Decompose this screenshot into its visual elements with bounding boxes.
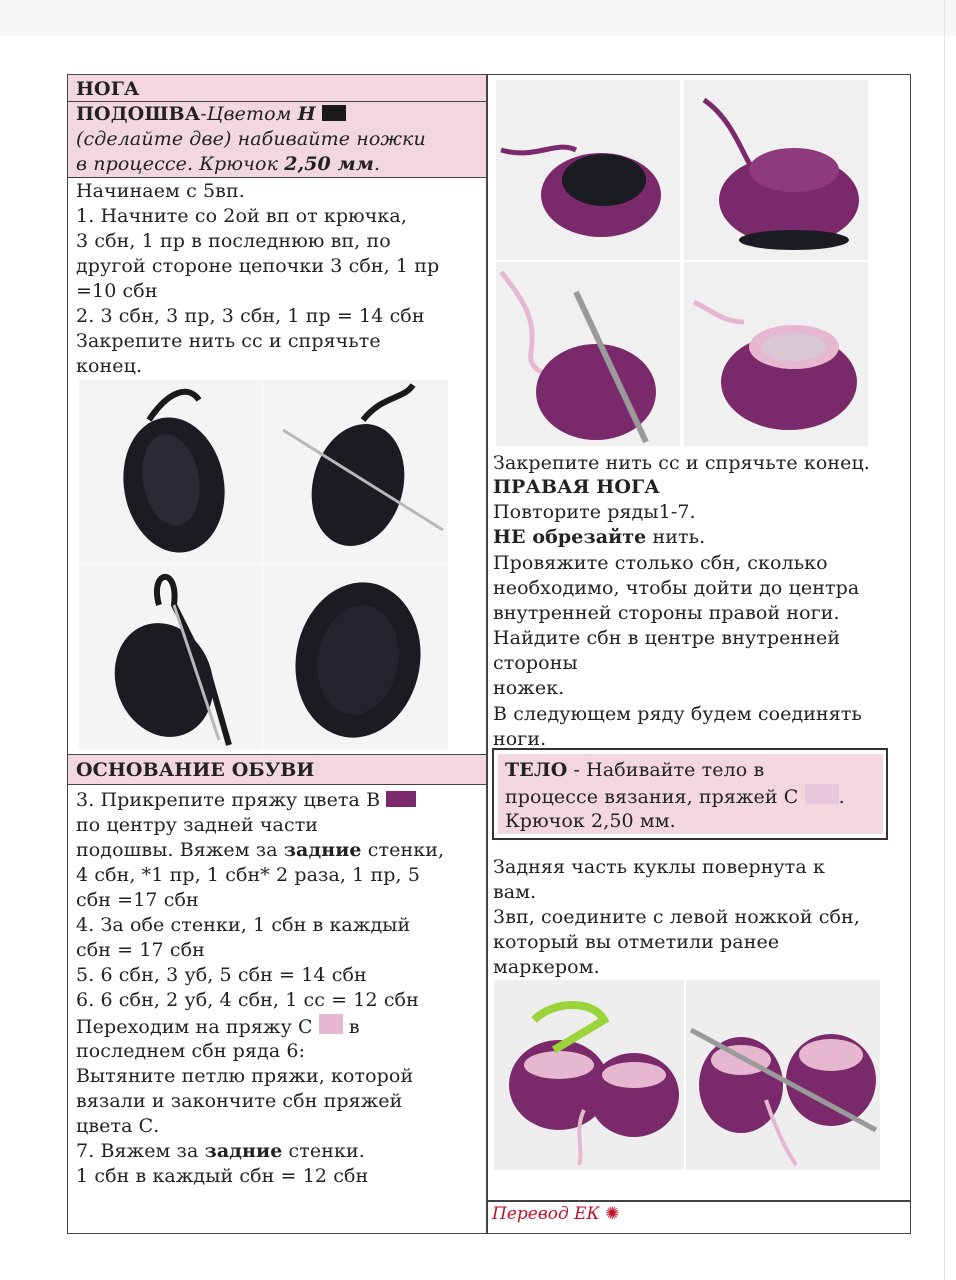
base-line-3-post: стенки,	[361, 839, 445, 861]
telo-line-2-post: .	[838, 786, 845, 808]
telo-title: ТЕЛО	[505, 759, 568, 781]
instruction-2: внутренней стороны правой ноги.	[493, 602, 840, 624]
sole-title-rest: -Цветом	[200, 103, 298, 125]
base-c-post: в	[348, 1016, 360, 1038]
right-leg-title: ПРАВАЯ НОГА	[493, 476, 660, 498]
footer-logo	[492, 1204, 619, 1224]
top-stripe	[0, 0, 956, 36]
sole-line-3-pre: в процессе. Крючок	[76, 153, 285, 175]
footer-logo-text: Перевод ЕК	[492, 1204, 600, 1224]
sole-line-3-bold: 2,50 мм	[284, 153, 374, 175]
base-step-1: сбн =17 сбн	[76, 889, 199, 911]
instruction-6: В следующем ряду будем соединять	[493, 703, 862, 725]
photo-legs-1	[494, 980, 684, 1170]
sole-color-letter: Н	[297, 103, 316, 125]
page-edge-rule	[944, 0, 945, 1280]
sole-line-3-post: .	[373, 153, 381, 175]
sole-step-0: Начинаем с 5вп.	[76, 180, 245, 202]
instruction-0: Провяжите столько сбн, сколько	[493, 552, 828, 574]
base-step-9: цвета С.	[76, 1115, 160, 1137]
purple-swatch	[386, 791, 416, 807]
instruction-7: ноги.	[493, 728, 547, 750]
photo-sole-2	[263, 380, 448, 564]
back-line-3: который вы отметили ранее	[493, 931, 780, 953]
pink-swatch	[805, 784, 839, 804]
instruction-5: ножек.	[493, 677, 565, 699]
back-line-2: 3вп, соедините с левой ножкой сбн,	[493, 906, 860, 928]
base-7-post: стенки.	[282, 1140, 365, 1162]
sole-line-3	[76, 152, 380, 177]
sole-step-4: =10 сбн	[76, 280, 158, 302]
base-step-4: 5. 6 сбн, 3 уб, 5 сбн = 14 сбн	[76, 964, 367, 986]
nocut-rest: нить.	[646, 526, 706, 548]
base-last: 1 сбн в каждый сбн = 12 сбн	[76, 1165, 369, 1187]
photo-sole-4	[263, 565, 448, 749]
base-c-pre: Переходим на пряжу С	[76, 1016, 313, 1038]
base-step-8: вязали и закончите сбн пряжей	[76, 1090, 403, 1112]
base-7-bold: задние	[204, 1140, 283, 1162]
base-7-pre: 7. Вяжем за	[76, 1140, 205, 1162]
base-step-2: 4. За обе стенки, 1 сбн в каждый	[76, 914, 411, 936]
back-line-4: маркером.	[493, 956, 600, 978]
back-line-1: вам.	[493, 881, 537, 903]
telo-line-2-text: процессе вязания, пряжей С	[505, 786, 799, 808]
base-line-2: по центру задней части	[76, 814, 319, 836]
section-title-base: ОСНОВАНИЕ ОБУВИ	[76, 759, 315, 781]
footer-rule	[487, 1200, 911, 1202]
photo-sole-1	[79, 380, 262, 564]
base-step-7: Вытяните петлю пряжи, которой	[76, 1065, 414, 1087]
telo-line-3: Крючок 2,50 мм.	[505, 810, 676, 832]
back-line-0: Задняя часть куклы повернута к	[493, 856, 825, 878]
instruction-4: стороны	[493, 652, 578, 674]
base-step-6: последнем сбн ряда 6:	[76, 1040, 306, 1062]
photo-sole-3	[79, 565, 262, 749]
photo-shoe-3	[496, 262, 680, 446]
base-step-3: сбн = 17 сбн	[76, 939, 205, 961]
sole-step-2: 3 сбн, 1 пр в последнюю вп, по	[76, 230, 391, 252]
telo-line-1	[505, 758, 764, 783]
sole-line-2: (сделайте две) набивайте ножки	[76, 128, 426, 150]
sole-step-5: 2. 3 сбн, 3 пр, 3 сбн, 1 пр = 14 сбн	[76, 305, 425, 327]
instruction-3: Найдите сбн в центре внутренней	[493, 627, 841, 649]
sole-step-7: конец.	[76, 355, 143, 377]
photo-shoe-4	[684, 262, 868, 446]
base-line-1	[76, 788, 416, 813]
nocut-bold: НЕ обрезайте	[493, 526, 647, 548]
photo-shoe-2	[684, 80, 868, 260]
sole-title	[76, 102, 346, 127]
pink-swatch	[319, 1014, 343, 1034]
base-step-5: 6. 6 сбн, 2 уб, 4 сбн, 1 сс = 12 сбн	[76, 989, 419, 1011]
sole-step-6: Закрепите нить сс и спрячьте	[76, 330, 381, 352]
section-title-noga: НОГА	[76, 78, 140, 100]
star-logo-icon: ✺	[605, 1204, 620, 1224]
black-swatch	[322, 105, 346, 121]
nocut-line	[493, 525, 705, 550]
instruction-1: необходимо, чтобы дойти до центра	[493, 577, 860, 599]
base-line-1-text: 3. Прикрепите пряжу цвета В	[76, 789, 381, 811]
base-c-line	[76, 1014, 360, 1040]
photo-legs-2	[686, 980, 880, 1170]
sole-step-1: 1. Начните со 2ой вп от крючка,	[76, 205, 407, 227]
telo-line-1-rest: - Набивайте тело в	[567, 759, 765, 781]
sole-step-3: другой стороне цепочки 3 сбн, 1 пр	[76, 255, 440, 277]
repeat-line: Повторите ряды1-7.	[493, 501, 696, 523]
base-line-7	[76, 1139, 365, 1164]
base-step-0: 4 сбн, *1 пр, 1 сбн* 2 раза, 1 пр, 5	[76, 864, 421, 886]
photo-shoe-1	[496, 80, 680, 260]
base-line-3	[76, 838, 444, 863]
secure-line: Закрепите нить сс и спрячьте конец.	[493, 452, 870, 474]
telo-line-2	[505, 784, 845, 810]
sole-title-bold: ПОДОШВА	[76, 103, 201, 125]
base-line-3-bold: задние	[283, 839, 362, 861]
column-divider	[486, 74, 488, 1234]
base-line-3-pre: подошвы. Вяжем за	[76, 839, 284, 861]
